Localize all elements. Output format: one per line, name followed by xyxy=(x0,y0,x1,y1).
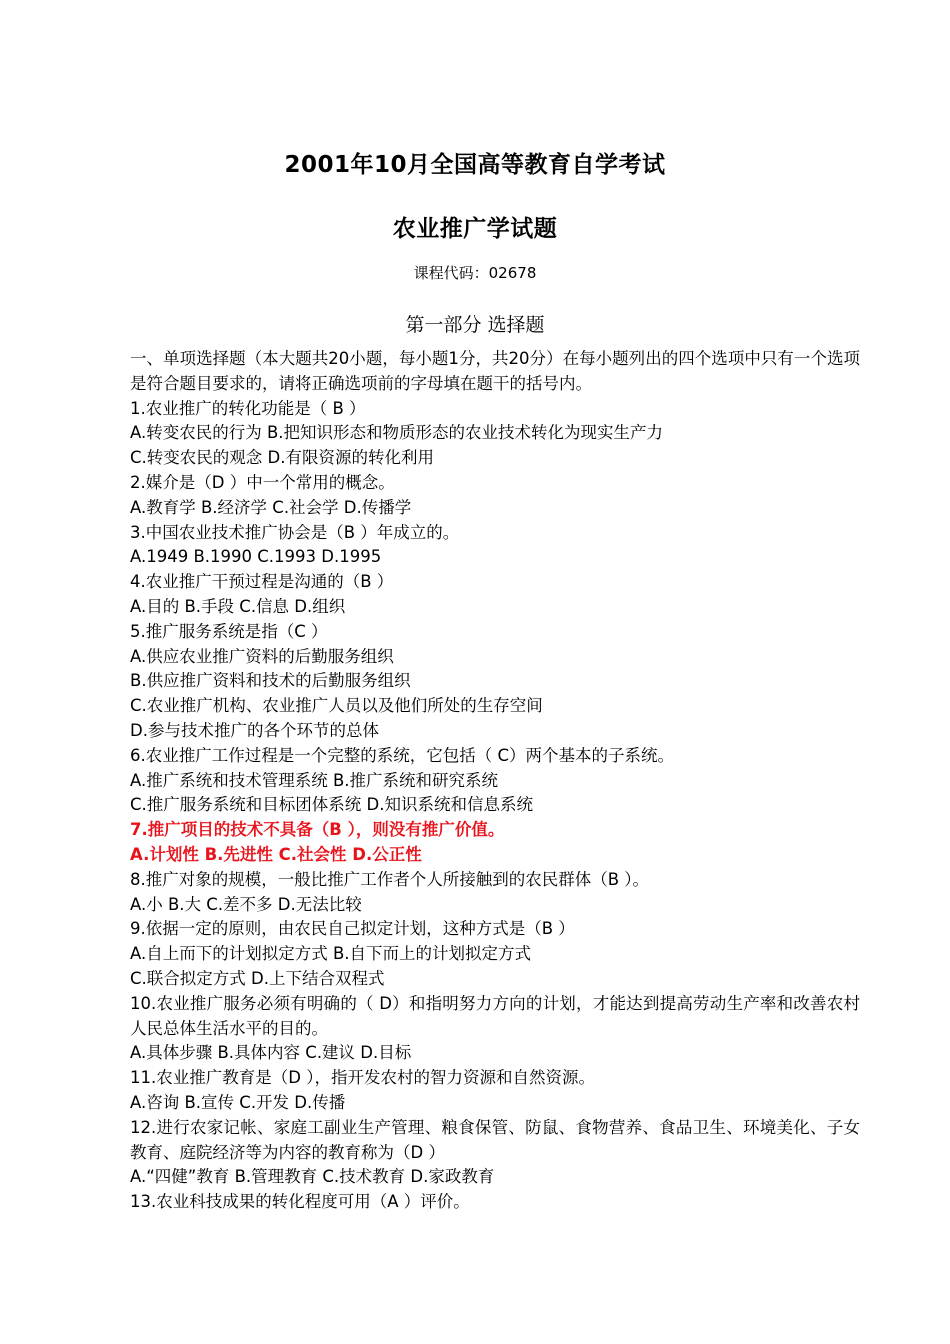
question-line: 8.推广对象的规模，一般比推广工作者个人所接触到的农民群体（B ）。 xyxy=(130,869,650,889)
question-line: A.教育学 B.经济学 C.社会学 D.传播学 xyxy=(130,497,412,517)
question-line: 6.农业推广工作过程是一个完整的系统，它包括（ C）两个基本的子系统。 xyxy=(130,745,675,765)
question-line: 5.推广服务系统是指（C ） xyxy=(130,621,328,641)
question-line: A.转变农民的行为 B.把知识形态和物质形态的农业技术转化为现实生产力 xyxy=(130,423,664,443)
question-line: A.推广系统和技术管理系统 B.推广系统和研究系统 xyxy=(130,770,499,790)
question-line: C.联合拟定方式 D.上下结合双程式 xyxy=(130,968,385,988)
question-line: A.自上而下的计划拟定方式 B.自下而上的计划拟定方式 xyxy=(130,944,532,964)
question-line: A.咨询 B.宣传 C.开发 D.传播 xyxy=(130,1092,346,1112)
question-body xyxy=(92,347,860,1215)
question-10: 10.农业推广服务必须有明确的（ D）和指明努力方向的计划，才能达到提高劳动生产率和改善农村人民总体生活水平的目的。 xyxy=(130,993,860,1038)
question-line: A.小 B.大 C.差不多 D.无法比较 xyxy=(130,894,362,914)
instructions: 一、单项选择题（本大题共20小题，每小题1分，共20分）在每小题列出的四个选项中只有一个选项是符合题目要求的，请将正确选项前的字母填在题干的括号内。 xyxy=(130,349,860,393)
question-line: 1.农业推广的转化功能是（ B ） xyxy=(130,398,366,418)
question-line: A.具体步骤 B.具体内容 C.建议 D.目标 xyxy=(130,1043,412,1063)
highlighted-options: A.计划性 B.先进性 C.社会性 D.公正性 xyxy=(130,844,422,864)
question-line: 3.中国农业技术推广协会是（B ）年成立的。 xyxy=(130,522,460,542)
question-line: A.1949 B.1990 C.1993 D.1995 xyxy=(130,547,382,567)
highlighted-question: 7.推广项目的技术不具备（B ），则没有推广价值。 xyxy=(130,820,505,840)
question-line: C.转变农民的观念 D.有限资源的转化利用 xyxy=(130,448,434,468)
question-12: 12.进行农家记帐、家庭工副业生产管理、粮食保管、防鼠、食物营养、食品卫生、环境美化、子女教育、庭院经济等为内容的教育称为（D ） xyxy=(130,1117,860,1162)
question-line: 2.媒介是（D ）中一个常用的概念。 xyxy=(130,472,395,492)
question-line: 11.农业推广教育是（D ），指开发农村的智力资源和自然资源。 xyxy=(130,1068,595,1088)
question-line: 13.农业科技成果的转化程度可用（A ）评价。 xyxy=(130,1192,470,1212)
section-heading: 第一部分 选择题 xyxy=(405,314,545,336)
question-line: A.“四健”教育 B.管理教育 C.技术教育 D.家政教育 xyxy=(130,1167,495,1187)
exam-subtitle: 农业推广学试题 xyxy=(392,216,558,242)
question-line: A.目的 B.手段 C.信息 D.组织 xyxy=(130,596,346,616)
question-line: B.供应推广资料和技术的后勤服务组织 xyxy=(130,671,411,691)
question-line: A.供应农业推广资料的后勤服务组织 xyxy=(130,646,394,666)
question-line: C.推广服务系统和目标团体系统 D.知识系统和信息系统 xyxy=(130,795,533,815)
question-line: 4.农业推广干预过程是沟通的（B ） xyxy=(130,572,394,592)
question-line: C.农业推广机构、农业推广人员以及他们所处的生存空间 xyxy=(130,696,543,716)
course-code: 课程代码：02678 xyxy=(413,264,537,282)
question-line: D.参与技术推广的各个环节的总体 xyxy=(130,720,379,740)
exam-title: 2001年10月全国高等教育自学考试 xyxy=(284,152,666,178)
question-line: 9.依据一定的原则，由农民自己拟定计划，这种方式是（B ） xyxy=(130,919,575,939)
